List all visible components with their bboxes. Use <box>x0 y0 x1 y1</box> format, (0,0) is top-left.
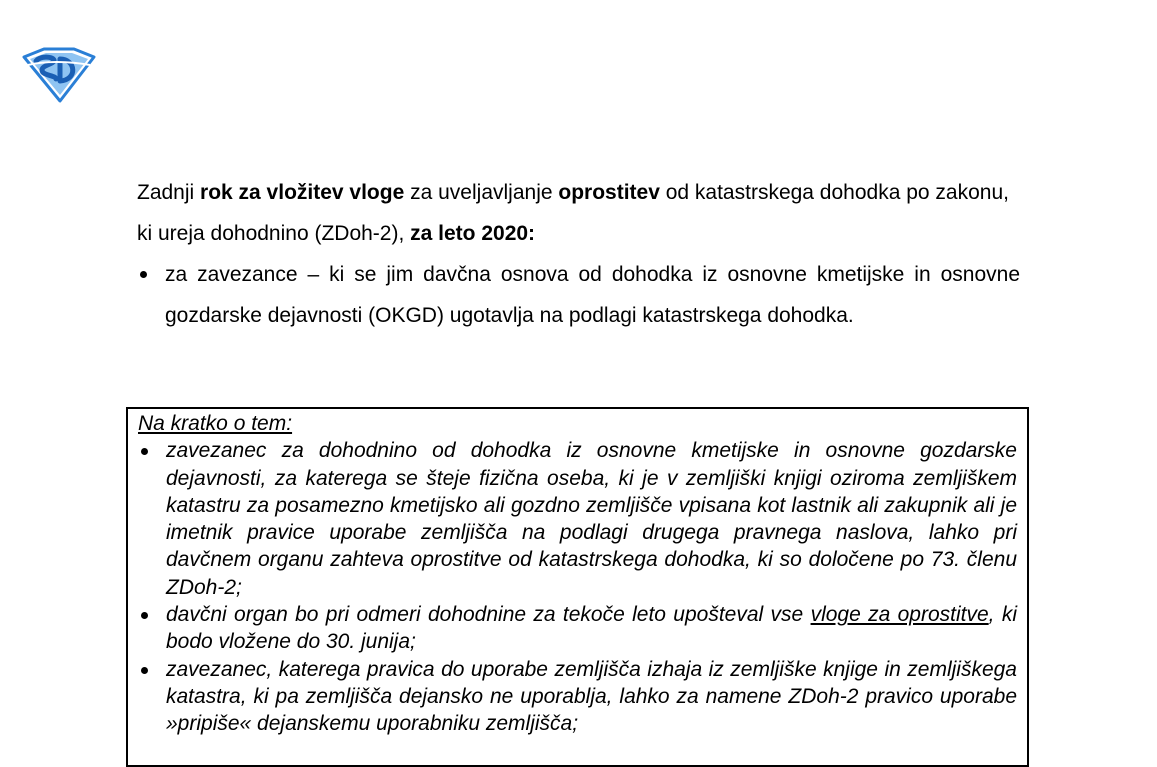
summary-box <box>126 407 1029 767</box>
list-item <box>138 601 1017 656</box>
bold-run: rok za vložitev vloge <box>200 181 405 204</box>
text-run: Zadnji <box>137 181 201 204</box>
list-item <box>138 656 1017 738</box>
text-run: za uveljavljanje <box>404 181 559 204</box>
intro-section <box>137 172 1020 336</box>
bold-run: za leto 2020: <box>410 222 536 245</box>
sd-logo-icon <box>22 47 96 103</box>
intro-paragraph <box>137 172 1020 254</box>
list-item-text: za zavezance – ki se jim davčna osnova od dohodka iz osnovne kmetijske in osnovne gozdarske dejavnosti (OKGD) ugotavlja na podlagi katastrskega dohodka. <box>165 263 1020 327</box>
bold-run: oprostitev <box>558 181 660 204</box>
bullet-icon <box>140 271 147 278</box>
list-item <box>138 437 1017 601</box>
bullet-icon <box>141 667 148 674</box>
text-run: , ki bodo vložene do 30. junija; <box>166 603 1017 654</box>
box-title: Na kratko o tem: <box>138 412 293 435</box>
summary-list <box>138 437 1017 737</box>
list-item <box>137 254 1020 336</box>
list-item-text: zavezanec, katerega pravica do uporabe zemljišča izhaja iz zemljiške knjige in zemljiškega katastra, ki pa zemljišča dejansko ne uporablja, lahko za namene ZDoh-2 pravico uporabe »pripiše« dejanskemu uporabniku zemljišča; <box>166 657 1017 736</box>
bullet-icon <box>141 612 148 619</box>
underlined-run: vloge za oprostitve <box>810 603 989 627</box>
bullet-icon <box>141 448 148 455</box>
intro-list <box>137 254 1020 336</box>
list-item-text: zavezanec za dohodnino od dohodka iz osnovne kmetijske in osnovne gozdarske dejavnosti, za katerega se šteje fizična oseba, ki je v zemljiški knjigi oziroma zemljiškem katastru za posamezno kmetijsko ali gozdno zemljišče vpisana kot lastnik ali zakupnik ali je imetnik pravice uporabe zemljišča na podlagi drugega pravnega naslova, lahko pri davčnem organu zahteva oprostitve od katastrskega dohodka, ki so določene po 73. členu ZDoh-2; <box>166 439 1017 599</box>
text-run: od katastrskega dohodka po zakonu, ki ureja dohodnino (ZDoh-2), <box>137 181 1009 245</box>
text-run: davčni organ bo pri odmeri dohodnine za tekoče leto upošteval vse <box>166 603 811 627</box>
